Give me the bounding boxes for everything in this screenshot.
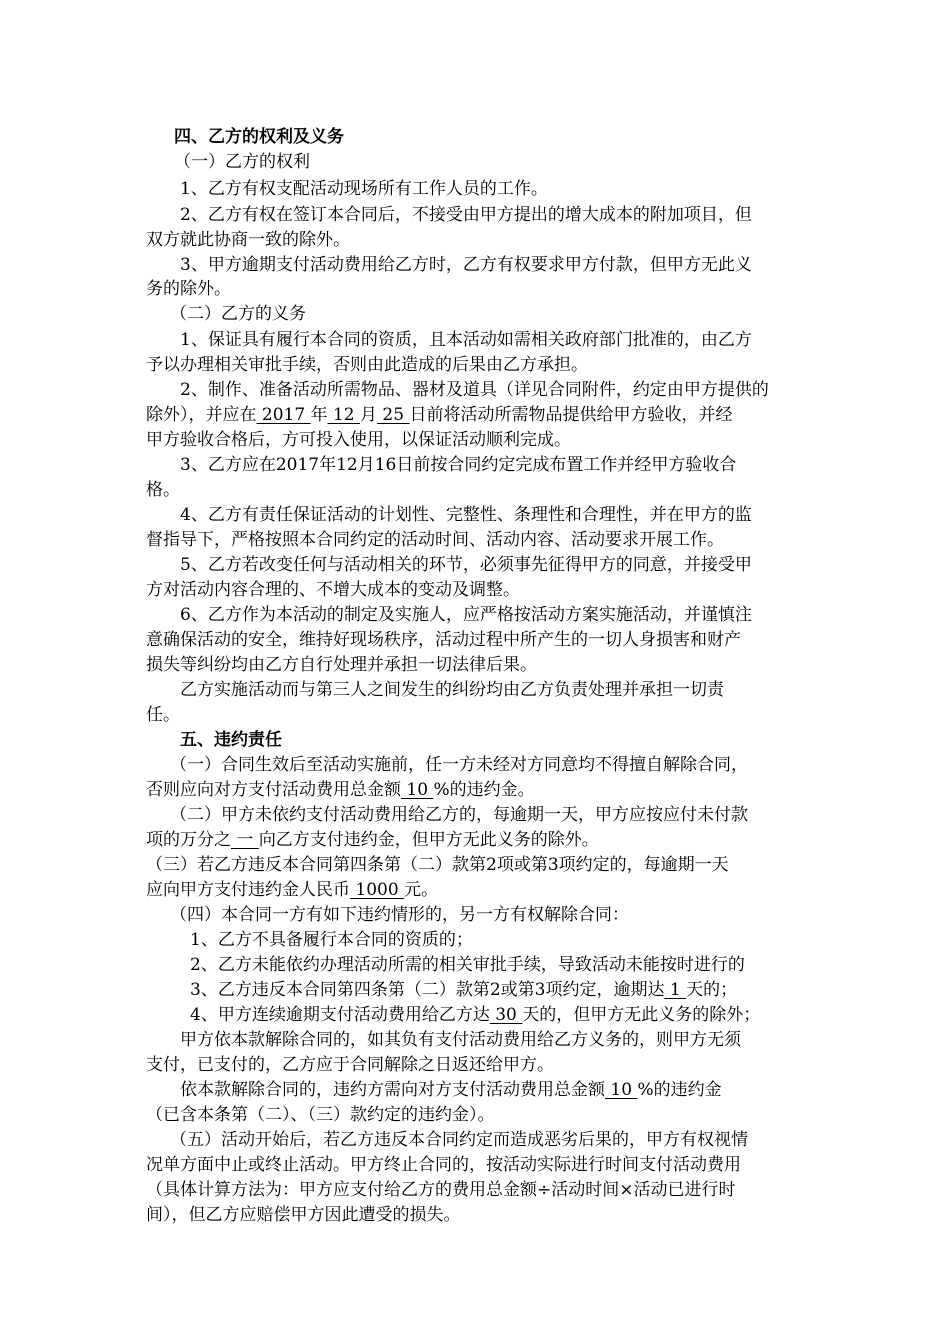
clause-5-line-4: 间），但乙方应赔偿甲方因此遭受的损失。 <box>146 1205 461 1225</box>
clause-2-text-b: 向乙方支付违约金，但甲方无此义务的除外。 <box>258 830 599 850</box>
clause-4-penalty-text-a: 依本款解除合同的，违约方需向对方支付活动费用总金额 <box>180 1080 605 1100</box>
duty-1-line-1: 1、保证具有履行本合同的资质，且本活动如需相关政府部门批准的，由乙方 <box>180 330 752 350</box>
clause-2-line-1: （二）甲方未依约支付活动费用给乙方的，每逾期一天，甲方应按应付未付款 <box>170 805 748 825</box>
third-party-line-2: 任。 <box>146 705 180 725</box>
duty-3-line-2: 格。 <box>146 480 180 500</box>
month-unit: 月 <box>360 405 378 425</box>
clause-4-item-3-text-b: 天的； <box>686 980 738 1000</box>
duty-4-line-2: 督指导下，严格按照本合同约定的活动时间、活动内容、活动要求开展工作。 <box>146 530 724 550</box>
duty-2-line-3: 甲方验收合格后，方可投入使用，以保证活动顺利完成。 <box>146 430 571 450</box>
clause-4-item-4-text-b: 天的，但甲方无此义务的除外； <box>522 1005 761 1025</box>
clause-1-line-1: （一）合同生效后至活动实施前，任一方未经对方同意均不得擅自解除合同， <box>170 755 748 775</box>
payment-overdue-days-blank: 30 <box>489 1005 523 1025</box>
clause-4-item-1: 1、乙方不具备履行本合同的资质的； <box>190 930 473 950</box>
clause-5-line-3: （具体计算方法为：甲方应支付给乙方的费用总金额÷活动时间×活动已进行时 <box>146 1180 736 1200</box>
clause-5-line-1: （五）活动开始后，若乙方违反本合同约定而造成恶劣后果的，甲方有权视情 <box>170 1130 748 1150</box>
daily-penalty-blank: 1000 <box>350 880 405 900</box>
clause-3-line-1: （三）若乙方违反本合同第四条第（二）款第2项或第3项约定的，每逾期一天 <box>146 855 729 875</box>
duty-6-line-3: 损失等纠纷均由乙方自行处理并承担一切法律后果。 <box>146 655 537 675</box>
clause-1-line-2 <box>146 778 535 802</box>
duty-3-line-1: 3、乙方应在2017年12月16日前按合同约定完成布置工作并经甲方验收合 <box>180 455 737 475</box>
clause-2-text-a: 项的万分之 <box>146 830 231 850</box>
clause-4-heading: （四）本合同一方有如下违约情形的，另一方有权解除合同： <box>170 905 629 925</box>
overdue-days-blank: 1 <box>664 980 687 1000</box>
deadline-day-blank: 25 <box>377 405 410 425</box>
clause-3-text-b: 元。 <box>404 880 439 900</box>
clause-5-line-2: 况单方面中止或终止活动。甲方终止合同的，按活动实际进行时间支付活动费用 <box>146 1155 741 1175</box>
duty-4-line-1: 4、乙方有责任保证活动的计划性、完整性、条理性和合理性，并在甲方的监 <box>180 505 752 525</box>
right-2-line-1: 2、乙方有权在签订本合同后，不接受由甲方提出的增大成本的附加项目，但 <box>180 205 752 225</box>
right-2-line-2: 双方就此协商一致的除外。 <box>146 230 350 250</box>
deadline-month-blank: 12 <box>327 405 361 425</box>
right-3-line-2: 务的除外。 <box>146 279 231 299</box>
clause-4-item-4 <box>190 1003 760 1027</box>
clause-4-item-4-text-a: 4、甲方连续逾期支付活动费用给乙方达 <box>190 1005 490 1025</box>
clause-1-text-a: 否则应向对方支付活动费用总金额 <box>146 780 401 800</box>
duty-2-line-2 <box>146 403 732 427</box>
penalty-percent-blank: 10 <box>401 780 434 800</box>
section-5-heading: 五、违约责任 <box>180 730 282 750</box>
clause-2-line-2 <box>146 828 599 852</box>
duty-2-line-1: 2、制作、准备活动所需物品、器材及道具（详见合同附件，约定由甲方提供的 <box>180 380 769 400</box>
clause-4-note-line-1: 甲方依本款解除合同的，如其负有支付活动费用给乙方义务的，则甲方无须 <box>180 1030 741 1050</box>
clause-4-note-line-2: 支付，已支付的，乙方应于合同解除之日返还给甲方。 <box>146 1055 554 1075</box>
deadline-year-blank: 2017 <box>256 405 311 425</box>
clause-4-penalty-text-b: %的违约金 <box>637 1080 722 1100</box>
duty-6-line-1: 6、乙方作为本活动的制定及实施人，应严格按活动方案实施活动，并谨慎注 <box>180 605 752 625</box>
duty-1-line-2: 予以办理相关审批手续，否则由此造成的后果由乙方承担。 <box>146 355 588 375</box>
duty-5-line-2: 方对活动内容合理的、不增大成本的变动及调整。 <box>146 580 520 600</box>
clause-4-penalty-line-1 <box>180 1078 722 1102</box>
clause-3-line-2 <box>146 878 438 902</box>
section-4-heading: 四、乙方的权利及义务 <box>174 127 344 147</box>
right-1: 1、乙方有权支配活动现场所有工作人员的工作。 <box>180 179 548 199</box>
rate-blank: 一 <box>231 830 259 850</box>
duty-6-line-2: 意确保活动的安全，维持好现场秩序，活动过程中所产生的一切人身损害和财产 <box>146 630 741 650</box>
duty-2-text-a: 除外），并应在 <box>146 405 257 425</box>
clause-1-text-b: %的违约金。 <box>433 780 535 800</box>
clause-3-text-a: 应向甲方支付违约金人民币 <box>146 880 350 900</box>
clause-4-item-3 <box>190 978 737 1002</box>
clause-4-item-2: 2、乙方未能依约办理活动所需的相关审批手续，导致活动未能按时进行的 <box>190 955 745 975</box>
year-unit: 年 <box>310 405 328 425</box>
duties-subheading: （二）乙方的义务 <box>170 304 306 324</box>
duty-2-text-b: 日前将活动所需物品提供给甲方验收，并经 <box>409 405 733 425</box>
rights-subheading: （一）乙方的权利 <box>174 152 310 172</box>
clause-4-item-3-text-a: 3、乙方违反本合同第四条第（二）款第2或第3项约定，逾期达 <box>190 980 665 1000</box>
duty-5-line-1: 5、乙方若改变任何与活动相关的环节，必须事先征得甲方的同意，并接受甲 <box>180 555 752 575</box>
right-3-line-1: 3、甲方逾期支付活动费用给乙方时，乙方有权要求甲方付款，但甲方无此义 <box>180 255 752 275</box>
third-party-line-1: 乙方实施活动而与第三人之间发生的纠纷均由乙方负责处理并承担一切责 <box>180 680 724 700</box>
clause-4-penalty-line-2: （已含本条第（二）、（三）款约定的违约金）。 <box>146 1105 495 1125</box>
termination-percent-blank: 10 <box>605 1080 638 1100</box>
